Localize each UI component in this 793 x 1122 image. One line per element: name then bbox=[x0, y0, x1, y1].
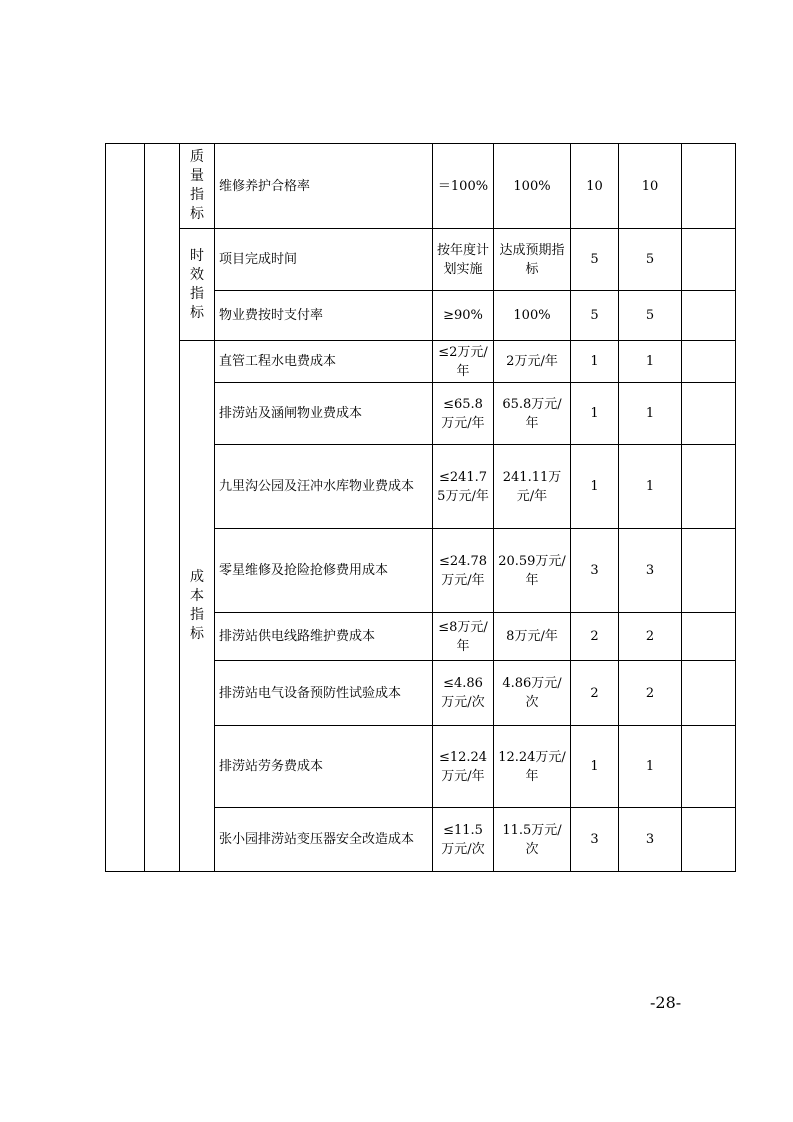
note-cell bbox=[682, 291, 736, 341]
note-cell bbox=[682, 726, 736, 808]
score-value: 5 bbox=[619, 229, 682, 291]
actual-value: 11.5万元/次 bbox=[494, 808, 571, 872]
actual-value: 20.59万元/年 bbox=[494, 529, 571, 613]
score-value: 5 bbox=[619, 291, 682, 341]
weight-value: 3 bbox=[571, 529, 619, 613]
score-value: 3 bbox=[619, 529, 682, 613]
table-row bbox=[106, 229, 736, 291]
indicator-name: 排涝站及涵闸物业费成本 bbox=[215, 383, 433, 445]
target-value: ≤8万元/年 bbox=[433, 613, 494, 661]
note-cell bbox=[682, 808, 736, 872]
note-cell bbox=[682, 529, 736, 613]
performance-indicator-table bbox=[105, 143, 736, 872]
weight-value: 1 bbox=[571, 726, 619, 808]
weight-value: 5 bbox=[571, 291, 619, 341]
actual-value: 241.11万元/年 bbox=[494, 445, 571, 529]
indicator-name: 排涝站电气设备预防性试验成本 bbox=[215, 661, 433, 726]
score-value: 1 bbox=[619, 341, 682, 383]
target-value: ≤65.8万元/年 bbox=[433, 383, 494, 445]
score-value: 2 bbox=[619, 613, 682, 661]
score-value: 2 bbox=[619, 661, 682, 726]
note-cell bbox=[682, 661, 736, 726]
category-timeliness: 时效指标 bbox=[180, 229, 215, 341]
actual-value: 100% bbox=[494, 144, 571, 229]
indicator-name: 张小园排涝站变压器安全改造成本 bbox=[215, 808, 433, 872]
page-number: -28- bbox=[650, 993, 682, 1012]
indicator-name: 维修养护合格率 bbox=[215, 144, 433, 229]
note-cell bbox=[682, 445, 736, 529]
actual-value: 8万元/年 bbox=[494, 613, 571, 661]
indicator-name: 直管工程水电费成本 bbox=[215, 341, 433, 383]
indicator-name: 排涝站劳务费成本 bbox=[215, 726, 433, 808]
target-value: ＝100% bbox=[433, 144, 494, 229]
target-value: ≤24.78万元/年 bbox=[433, 529, 494, 613]
weight-value: 5 bbox=[571, 229, 619, 291]
table-row bbox=[106, 144, 736, 229]
target-value: ≤2万元/年 bbox=[433, 341, 494, 383]
target-value: ≤241.75万元/年 bbox=[433, 445, 494, 529]
target-value: ≤11.5万元/次 bbox=[433, 808, 494, 872]
weight-value: 2 bbox=[571, 661, 619, 726]
indicator-name: 九里沟公园及汪冲水库物业费成本 bbox=[215, 445, 433, 529]
weight-value: 1 bbox=[571, 445, 619, 529]
category-quality: 质量指标 bbox=[180, 144, 215, 229]
actual-value: 达成预期指标 bbox=[494, 229, 571, 291]
target-value: ≥90% bbox=[433, 291, 494, 341]
note-cell bbox=[682, 229, 736, 291]
weight-value: 1 bbox=[571, 383, 619, 445]
level1-indicator-cell bbox=[106, 144, 145, 872]
weight-value: 3 bbox=[571, 808, 619, 872]
indicator-name: 物业费按时支付率 bbox=[215, 291, 433, 341]
score-value: 10 bbox=[619, 144, 682, 229]
note-cell bbox=[682, 613, 736, 661]
actual-value: 12.24万元/年 bbox=[494, 726, 571, 808]
score-value: 1 bbox=[619, 445, 682, 529]
indicator-name: 项目完成时间 bbox=[215, 229, 433, 291]
weight-value: 2 bbox=[571, 613, 619, 661]
actual-value: 4.86万元/次 bbox=[494, 661, 571, 726]
score-value: 3 bbox=[619, 808, 682, 872]
weight-value: 10 bbox=[571, 144, 619, 229]
indicator-name: 零星维修及抢险抢修费用成本 bbox=[215, 529, 433, 613]
note-cell bbox=[682, 341, 736, 383]
level2-indicator-cell bbox=[145, 144, 180, 872]
target-value: 按年度计划实施 bbox=[433, 229, 494, 291]
score-value: 1 bbox=[619, 726, 682, 808]
actual-value: 100% bbox=[494, 291, 571, 341]
note-cell bbox=[682, 383, 736, 445]
score-value: 1 bbox=[619, 383, 682, 445]
actual-value: 65.8万元/年 bbox=[494, 383, 571, 445]
indicator-name: 排涝站供电线路维护费成本 bbox=[215, 613, 433, 661]
target-value: ≤12.24万元/年 bbox=[433, 726, 494, 808]
note-cell bbox=[682, 144, 736, 229]
actual-value: 2万元/年 bbox=[494, 341, 571, 383]
weight-value: 1 bbox=[571, 341, 619, 383]
table-row bbox=[106, 341, 736, 383]
target-value: ≤4.86万元/次 bbox=[433, 661, 494, 726]
category-cost: 成本指标 bbox=[180, 341, 215, 872]
